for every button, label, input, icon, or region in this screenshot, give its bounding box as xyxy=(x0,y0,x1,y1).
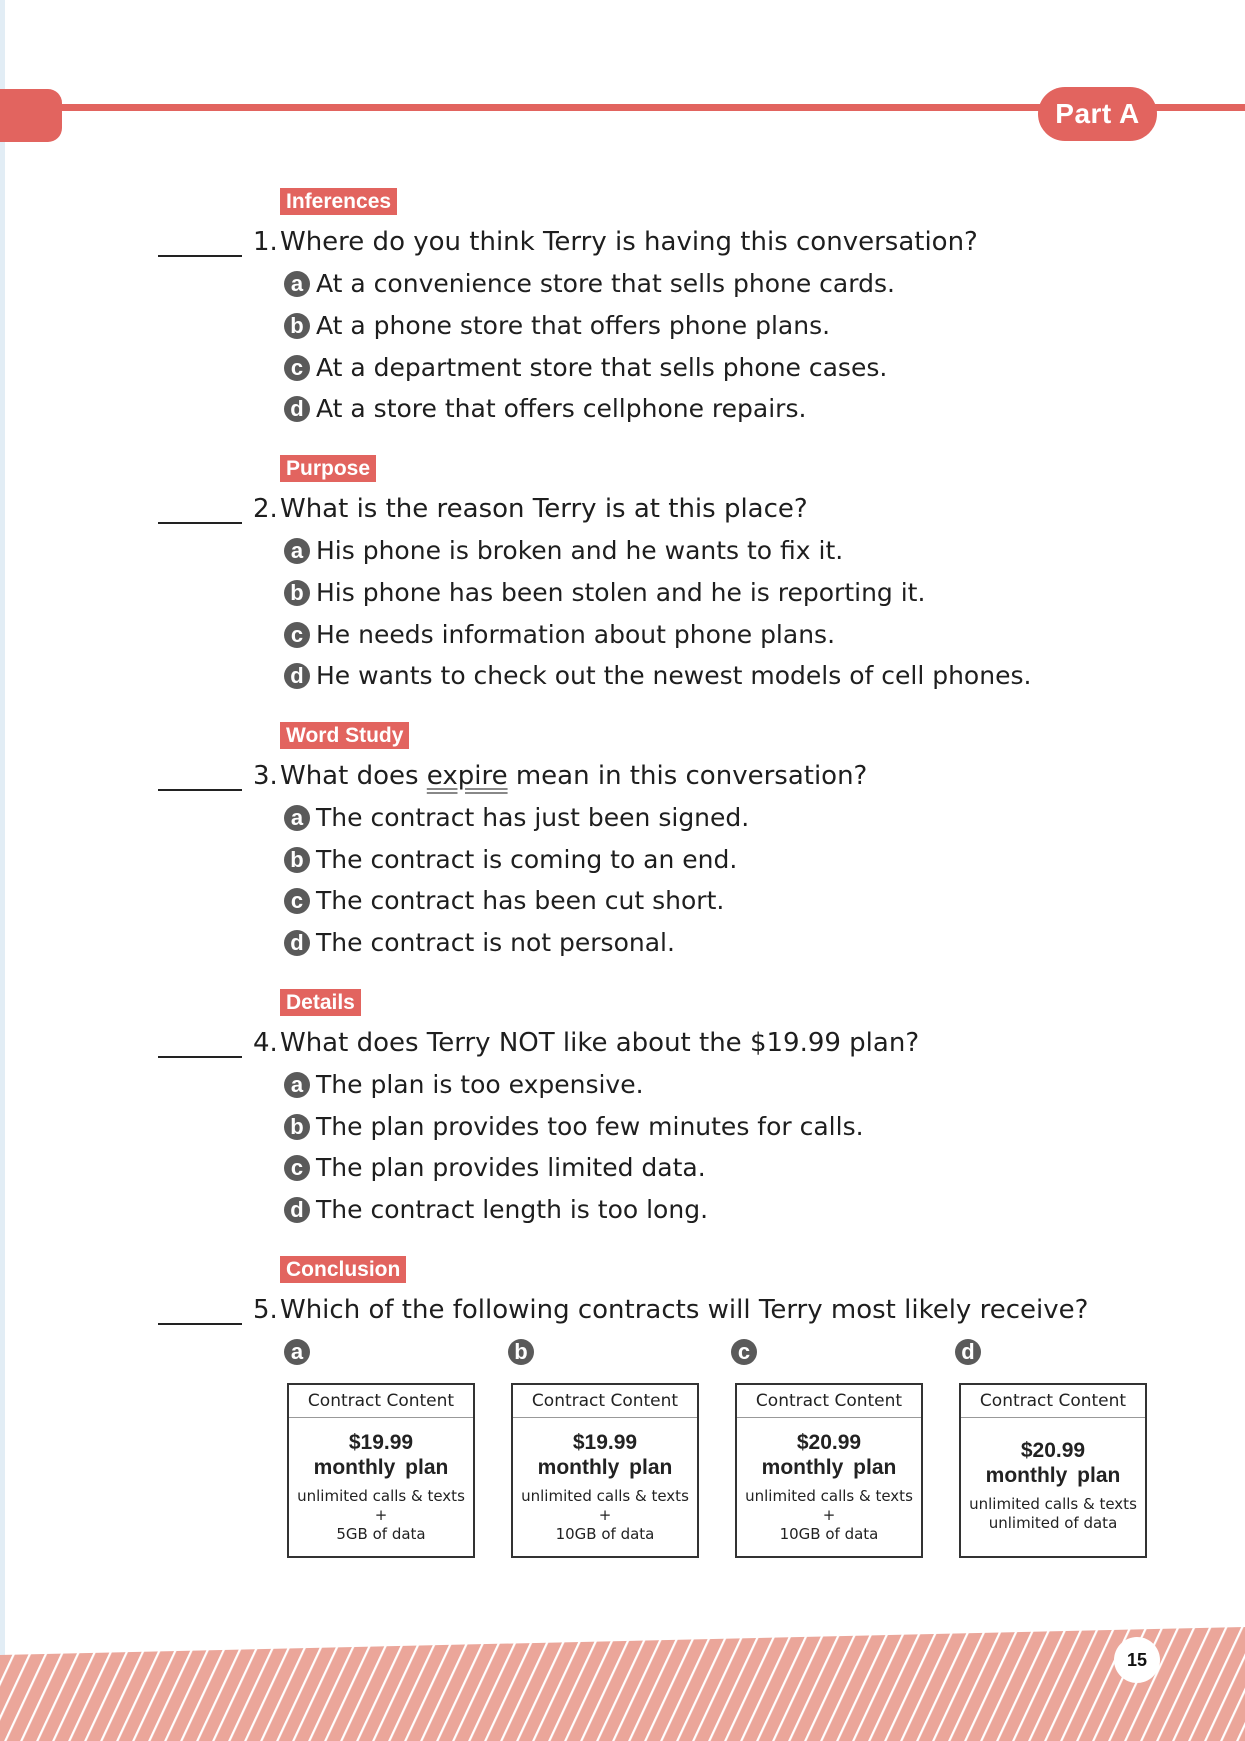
card-plan: monthly plan xyxy=(761,1456,897,1479)
card-plan: monthly plan xyxy=(537,1456,673,1479)
card-price: $20.99 xyxy=(796,1431,862,1454)
page-number: 15 xyxy=(1114,1637,1160,1683)
card-header: Contract Content xyxy=(289,1385,473,1418)
question-number: 5. xyxy=(253,1295,278,1325)
vocabulary-word: expire xyxy=(426,761,508,791)
letter-b-icon: b xyxy=(284,313,310,339)
category-tag: Conclusion xyxy=(280,1256,406,1283)
letter-d-icon: d xyxy=(284,1197,310,1223)
card-calls: unlimited calls & texts xyxy=(969,1495,1137,1513)
option-text: His phone has been stolen and he is reporting it. xyxy=(316,578,926,607)
letter-d-icon: d xyxy=(284,930,310,956)
option-text: His phone is broken and he wants to fix it. xyxy=(316,536,844,565)
option-text: He wants to check out the newest models of cell phones. xyxy=(316,661,1032,690)
letter-a-icon: a xyxy=(284,271,310,297)
letter-c-icon: c xyxy=(284,1155,310,1181)
letter-a-icon: a xyxy=(284,538,310,564)
letter-b-icon[interactable]: b xyxy=(508,1339,534,1365)
question-text-part: What does xyxy=(280,761,427,791)
question-number: 4. xyxy=(253,1028,278,1058)
question-text: What is the reason Terry is at this place? xyxy=(280,494,808,524)
card-data: unlimited of data xyxy=(988,1514,1118,1532)
option-text: The contract length is too long. xyxy=(316,1195,709,1224)
card-price: $19.99 xyxy=(348,1431,414,1454)
card-plan: monthly plan xyxy=(313,1456,449,1479)
option-text: The plan provides limited data. xyxy=(316,1153,706,1182)
letter-b-icon: b xyxy=(284,847,310,873)
question-text: Where do you think Terry is having this conversation? xyxy=(280,227,978,257)
card-price: $20.99 xyxy=(1020,1439,1086,1462)
option-text: The contract is not personal. xyxy=(316,928,675,957)
question-number: 2. xyxy=(253,494,278,524)
letter-a-icon[interactable]: a xyxy=(284,1339,310,1365)
card-calls: unlimited calls & texts xyxy=(297,1487,465,1505)
letter-c-icon[interactable]: c xyxy=(731,1339,757,1365)
card-calls: unlimited calls & texts xyxy=(745,1487,913,1505)
option-text: At a convenience store that sells phone cards. xyxy=(316,269,895,298)
category-tag: Word Study xyxy=(280,722,409,749)
question-number: 1. xyxy=(253,227,278,257)
option-text: At a store that offers cellphone repairs. xyxy=(316,394,807,423)
card-plus: + xyxy=(374,1506,388,1524)
card-price: $19.99 xyxy=(572,1431,638,1454)
option-text: The contract has just been signed. xyxy=(316,803,750,832)
option-text: The plan is too expensive. xyxy=(316,1070,644,1099)
letter-d-icon[interactable]: d xyxy=(955,1339,981,1365)
letter-a-icon: a xyxy=(284,1072,310,1098)
card-plus: + xyxy=(598,1506,612,1524)
card-data: 5GB of data xyxy=(336,1525,426,1543)
card-data: 10GB of data xyxy=(555,1525,655,1543)
question-text: What does Terry NOT like about the $19.99 plan? xyxy=(280,1028,920,1058)
letter-d-icon: d xyxy=(284,396,310,422)
letter-c-icon: c xyxy=(284,888,310,914)
card-calls: unlimited calls & texts xyxy=(521,1487,689,1505)
question-text-part: mean in this conversation? xyxy=(507,761,868,791)
option-text: At a phone store that offers phone plans. xyxy=(316,311,831,340)
option-text: The contract has been cut short. xyxy=(316,886,725,915)
question-text: Which of the following contracts will Terry most likely receive? xyxy=(280,1295,1089,1325)
question-number: 3. xyxy=(253,761,278,791)
letter-c-icon: c xyxy=(284,622,310,648)
option-text: At a department store that sells phone cases. xyxy=(316,353,888,382)
card-header: Contract Content xyxy=(737,1385,921,1418)
card-header: Contract Content xyxy=(513,1385,697,1418)
option-text: The plan provides too few minutes for calls. xyxy=(316,1112,864,1141)
category-tag: Inferences xyxy=(280,188,397,215)
card-data: 10GB of data xyxy=(779,1525,879,1543)
part-badge: Part A xyxy=(1038,87,1157,141)
card-header: Contract Content xyxy=(961,1385,1145,1418)
option-text: He needs information about phone plans. xyxy=(316,620,836,649)
card-plus: + xyxy=(822,1506,836,1524)
card-plan: monthly plan xyxy=(985,1464,1121,1487)
letter-d-icon: d xyxy=(284,663,310,689)
category-tag: Details xyxy=(280,989,361,1016)
letter-b-icon: b xyxy=(284,1114,310,1140)
letter-c-icon: c xyxy=(284,355,310,381)
letter-a-icon: a xyxy=(284,805,310,831)
category-tag: Purpose xyxy=(280,455,376,482)
letter-b-icon: b xyxy=(284,580,310,606)
option-text: The contract is coming to an end. xyxy=(316,845,738,874)
